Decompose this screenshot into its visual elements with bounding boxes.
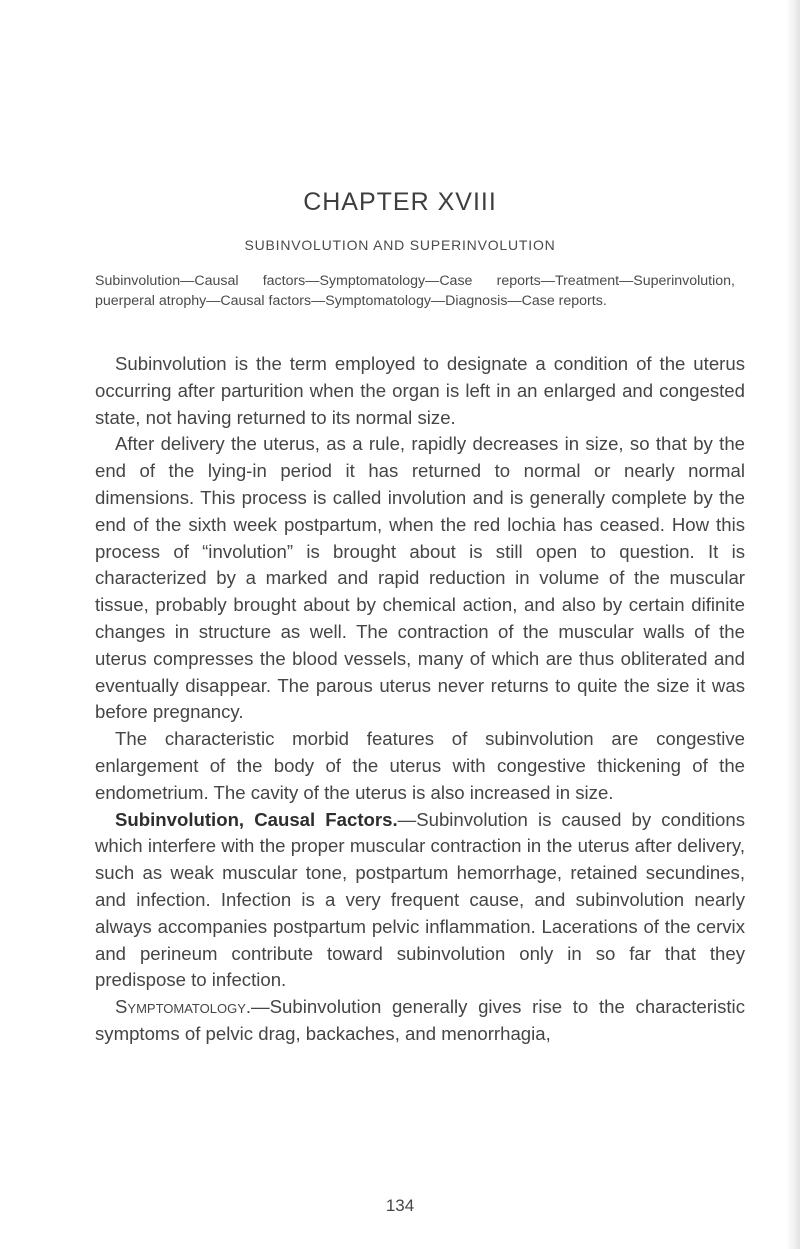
symptomatology-heading: Symptomatology.: [115, 996, 252, 1018]
paragraph-symptomatology: [95, 994, 745, 1048]
paragraph-definition: Subinvolution is the term employed to designate a condition of the uterus occurring after parturition when the organ is left in an enlarged and congested state, not having returned to its normal size.: [95, 353, 745, 428]
chapter-title: CHAPTER XVIII: [303, 188, 497, 216]
body-text: [95, 351, 745, 1048]
causal-factors-heading: Subinvolution, Causal Factors.: [115, 808, 398, 830]
chapter-synopsis: Subinvolution—Causal factors—Symptomatology—Case reports—Treatment—Superinvolution, puerperal atrophy—Causal factors—Symptomatology—Diagnosis—Case reports.: [95, 273, 735, 309]
page-number: 134: [385, 1196, 415, 1215]
symptomatology-text: —Subinvolution generally gives rise to the characteristic symptoms of pelvic drag, backaches, and menorrhagia,: [95, 996, 745, 1044]
paragraph-involution: After delivery the uterus, as a rule, rapidly decreases in size, so that by the end of the lying-in period it has returned to normal or nearly normal dimensions. This process is called involution and is generally complete by the end of the sixth week postpartum, when the red lochia has ceased. How this process of “involution” is brought about is still open to question. It is characterized by a marked and rapid reduction in volume of the muscular tissue, probably brought about by chemical action, and also by certain difinite changes in structure as well. The contraction of the muscular walls of the uterus compresses the blood vessels, many of which are thus obliterated and eventually disappear. The parous uterus never returns to quite the size it was before pregnancy.: [95, 433, 745, 723]
causal-factors-text: —Subinvolution is caused by conditions which interfere with the proper muscular contraction in the uterus after delivery, such as weak muscular tone, postpartum hemorrhage, retained secundines, and infection. Infection is a very frequent cause, and subinvolution nearly always accompanies postpartum pelvic inflammation. Lacerations of the cervix and perineum contribute toward subinvolution only in so far that they predispose to infection.: [95, 808, 745, 991]
paragraph-causal-factors: [95, 807, 745, 995]
chapter-subtitle: SUBINVOLUTION AND SUPERINVOLUTION: [244, 237, 556, 253]
paragraph-morbid-features: The characteristic morbid features of subinvolution are congestive enlargement of the body of the uterus with congestive thickening of the endometrium. The cavity of the uterus is also increased in size.: [95, 728, 745, 803]
